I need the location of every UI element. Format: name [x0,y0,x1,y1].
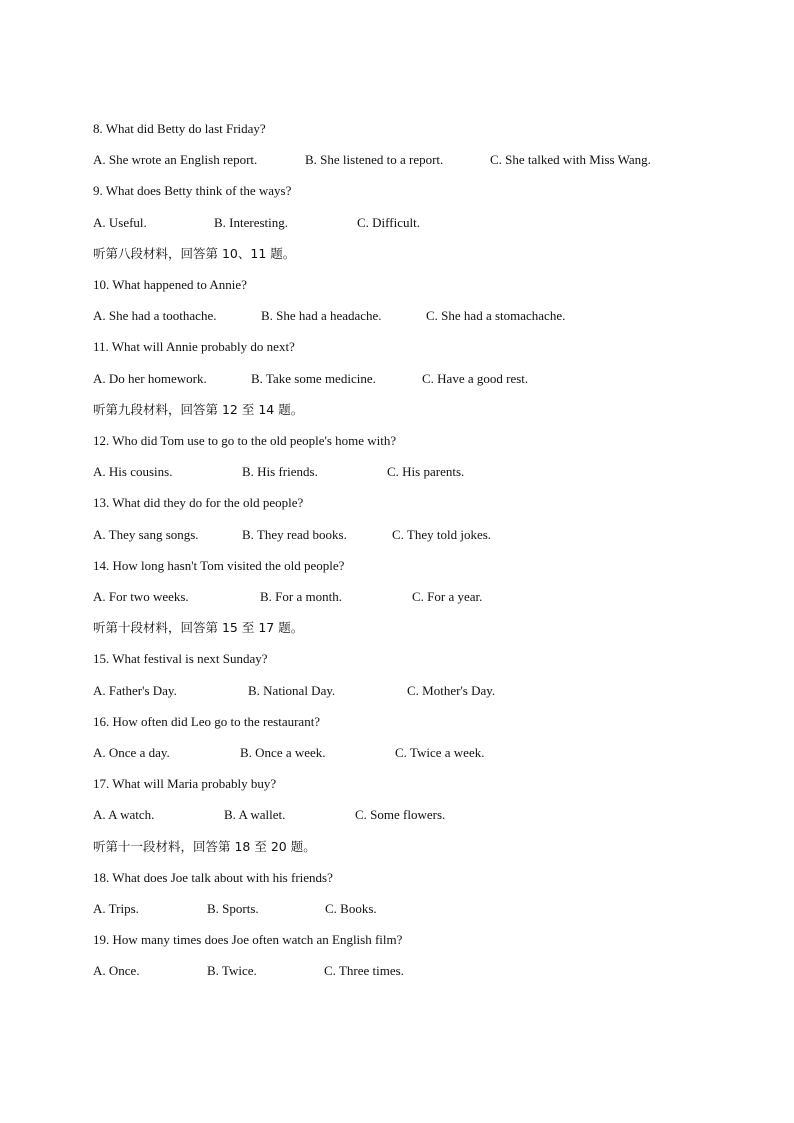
option-a: A. Once a day. [93,745,170,760]
question-text: 19. How many times does Joe often watch an English film? [93,932,403,947]
question-text: 14. How long hasn't Tom visited the old people? [93,558,345,573]
option-c: C. She had a stomachache. [426,308,566,323]
option-a: A. Once. [93,963,140,978]
answer-options [93,683,713,699]
answer-options [93,807,713,823]
question-text: 13. What did they do for the old people? [93,495,304,510]
answer-options [93,215,713,231]
question-text: 8. What did Betty do last Friday? [93,121,266,136]
option-a: A. Trips. [93,901,139,916]
question-text: 11. What will Annie probably do next? [93,339,295,354]
option-c: C. Have a good rest. [422,371,529,386]
option-c: C. His parents. [387,464,465,479]
question-text: 12. Who did Tom use to go to the old people's home with? [93,433,397,448]
option-a: A. She wrote an English report. [93,152,258,167]
answer-options [93,308,713,324]
option-a: A. Father's Day. [93,683,177,698]
option-b: B. Once a week. [240,745,326,760]
question-text: 17. What will Maria probably buy? [93,776,277,791]
question-text: 9. What does Betty think of the ways? [93,183,292,198]
answer-options [93,963,713,979]
option-b: B. National Day. [248,683,336,698]
section-heading: 听第八段材料，回答第 10、11 题。 [93,246,296,261]
option-c: C. Books. [325,901,377,916]
option-c: C. For a year. [412,589,483,604]
question-text: 15. What festival is next Sunday? [93,651,268,666]
option-c: C. Twice a week. [395,745,485,760]
question-text: 10. What happened to Annie? [93,277,247,292]
option-c: C. Some flowers. [355,807,446,822]
option-a: A. For two weeks. [93,589,189,604]
answer-options [93,589,713,605]
option-b: B. His friends. [242,464,318,479]
answer-options [93,745,713,761]
option-a: A. Do her homework. [93,371,207,386]
option-a: A. Useful. [93,215,147,230]
option-b: B. Interesting. [214,215,289,230]
option-c: C. Mother's Day. [407,683,496,698]
option-c: C. Three times. [324,963,404,978]
answer-options [93,152,713,168]
option-b: B. She had a headache. [261,308,382,323]
answer-options [93,527,713,543]
option-b: B. For a month. [260,589,342,604]
option-b: B. They read books. [242,527,347,542]
option-c: C. She talked with Miss Wang. [490,152,651,167]
answer-options [93,901,713,917]
question-text: 18. What does Joe talk about with his friends? [93,870,333,885]
answer-options [93,371,713,387]
option-a: A. A watch. [93,807,155,822]
option-b: B. A wallet. [224,807,286,822]
option-b: B. Take some medicine. [251,371,376,386]
section-heading: 听第十一段材料，回答第 18 至 20 题。 [93,839,316,854]
question-text: 16. How often did Leo go to the restaurant? [93,714,321,729]
option-b: B. Twice. [207,963,257,978]
section-heading: 听第十段材料，回答第 15 至 17 题。 [93,620,304,635]
option-a: A. They sang songs. [93,527,199,542]
option-b: B. Sports. [207,901,259,916]
section-heading: 听第九段材料，回答第 12 至 14 题。 [93,402,304,417]
option-a: A. His cousins. [93,464,173,479]
option-a: A. She had a toothache. [93,308,217,323]
option-c: C. Difficult. [357,215,420,230]
answer-options [93,464,713,480]
option-b: B. She listened to a report. [305,152,444,167]
option-c: C. They told jokes. [392,527,492,542]
